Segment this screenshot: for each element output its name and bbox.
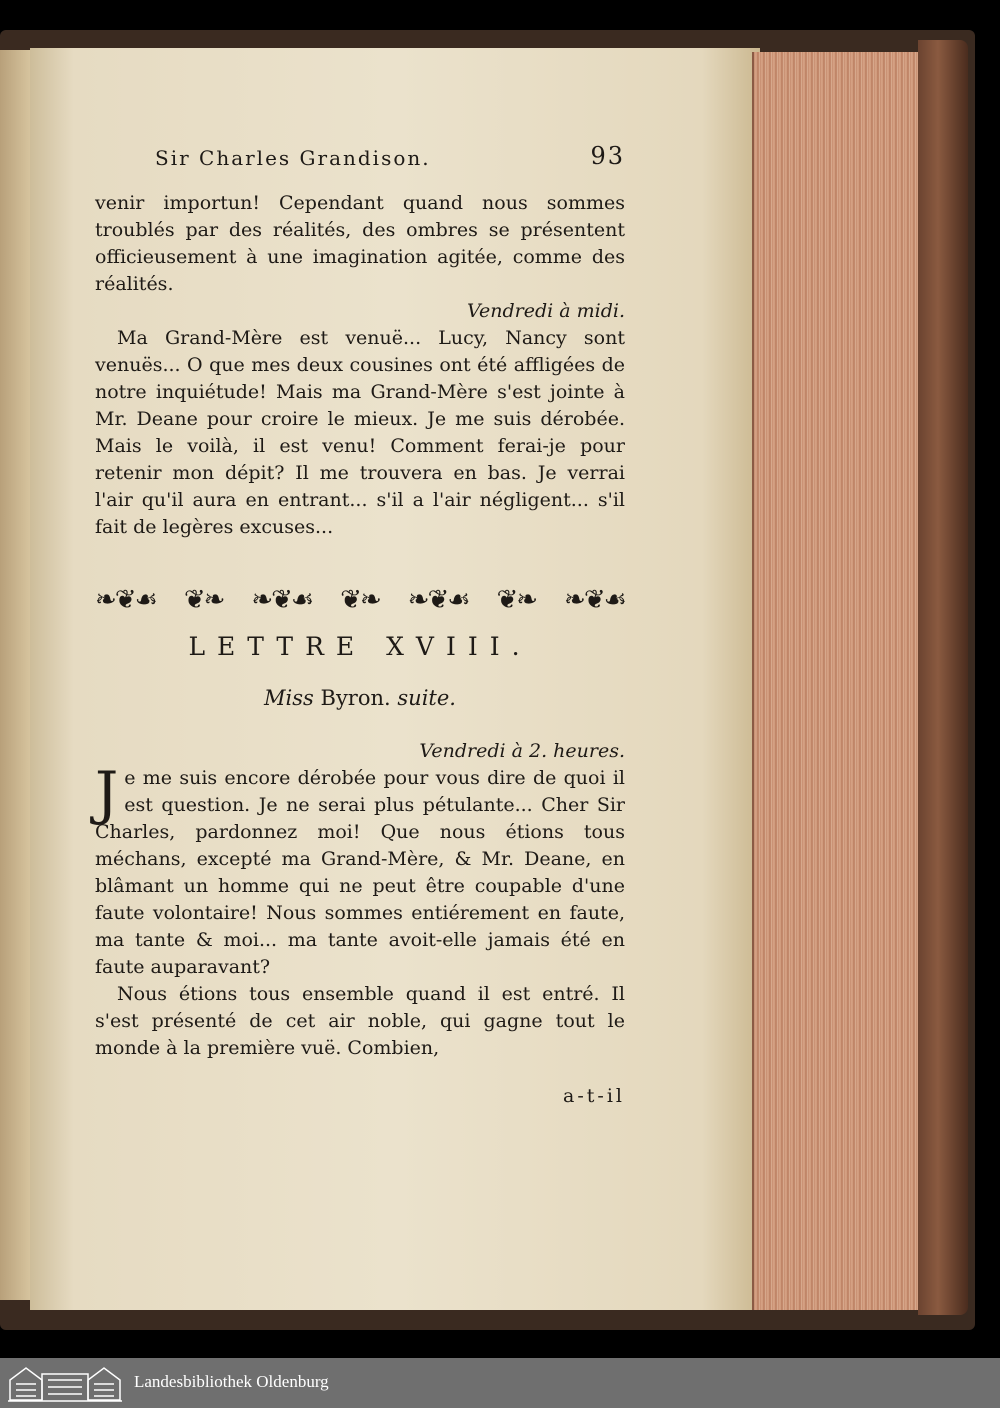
passage-2 (95, 738, 625, 1062)
subtitle-name: Byron. (320, 686, 391, 710)
ornament-icon: ❦❧ (496, 585, 537, 615)
dateline-midi: Vendredi à midi. (467, 300, 625, 322)
ornament-icon: ❧❦☙ (407, 585, 469, 615)
passage-1-opening: venir importun! Cependant quand nous sommes troublés par des réalités, des ombres se présentent officieusement à une imagination agitée, comme des réalités. (95, 192, 625, 295)
passage-1 (95, 190, 625, 541)
running-title: Sir Charles Grandison. (155, 146, 431, 170)
letter-subtitle (95, 686, 625, 710)
page-number: 93 (590, 142, 625, 170)
library-building-icon (6, 1360, 124, 1404)
subtitle-miss: Miss (264, 686, 314, 710)
dateline-heures: Vendredi à 2. heures. (419, 740, 625, 762)
footer-bar (0, 1358, 1000, 1408)
ornament-icon: ❦❧ (183, 585, 224, 615)
paragraph-derobee-text: e me suis encore dérobée pour vous dire de quoi il est question. Je ne serai plus pétulante... Cher Sir Charles, pardonnez moi! Que nous étions tous méchans, excepté ma Grand-Mère, & Mr. Deane, en blâmant un homme qui ne peut être coupable d'une faute volontaire! Nous sommes entiérement en faute, ma tante & moi... ma tante avoit-elle jamais été en faute auparavant? (95, 767, 625, 978)
page-edges (752, 52, 924, 1310)
subtitle-suite: suite. (397, 686, 456, 710)
ornament-icon: ❧❦☙ (251, 585, 313, 615)
left-page-edge (0, 50, 32, 1300)
paragraph-ensemble: Nous étions tous ensemble quand il est entré. Il s'est présenté de cet air noble, qui gagne tout le monde à la première vuë. Combien, (95, 983, 625, 1059)
paragraph-derobee (95, 759, 625, 981)
library-name: Landesbibliothek Oldenburg (134, 1372, 329, 1391)
ornament-icon: ❧❦☙ (564, 585, 625, 615)
paragraph-grand-mere: Ma Grand-Mère est venuë... Lucy, Nancy sont venuës... O que mes deux cousines ont été affligées de notre inquiétude! Mais ma Grand-Mère s'est jointe à Mr. Deane pour croire le mieux. Je me suis dérobée. Mais le voilà, il est venu! Comment ferai-je pour retenir mon dépit? Il me trouvera en bas. Je verrai l'air qu'il aura en entrant... s'il a l'air négligent... s'il fait de legères excuses... (95, 327, 625, 538)
letter-heading: LETTRE XVIII. (188, 632, 532, 661)
ornament-band (95, 584, 625, 616)
catchword: a-t-il (563, 1085, 625, 1107)
drop-cap: J (95, 759, 119, 827)
book-spine (918, 40, 968, 1315)
ornament-icon: ❧❦☙ (95, 585, 156, 615)
ornament-icon: ❦❧ (340, 585, 380, 615)
running-header (95, 142, 625, 182)
